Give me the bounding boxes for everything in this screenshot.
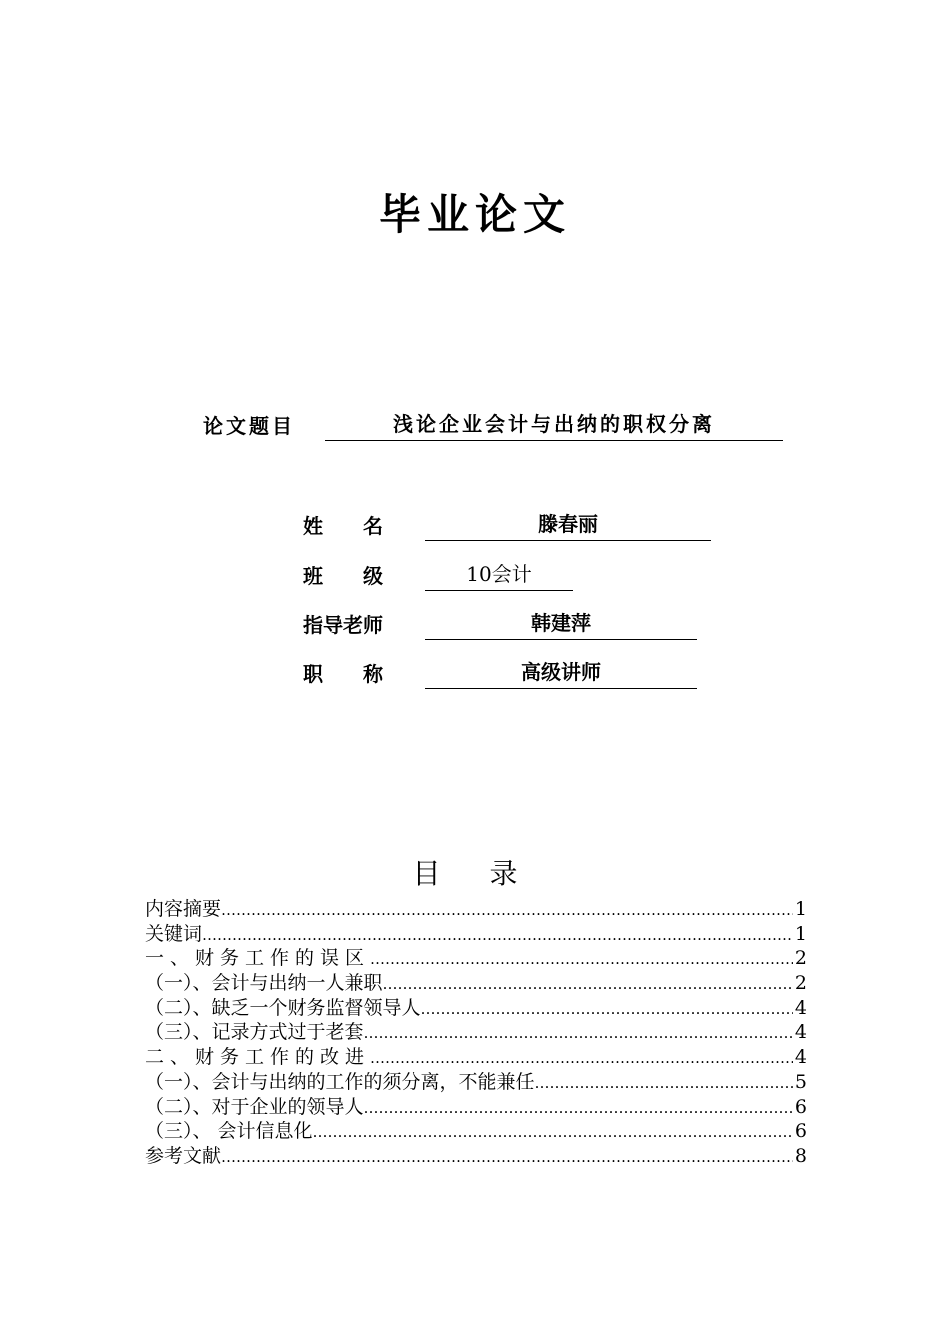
- toc-page-number: 6: [794, 1120, 807, 1143]
- advisor-title-value: 高级讲师: [425, 658, 697, 689]
- toc-leader: [535, 1071, 793, 1095]
- name-value: 滕春丽: [425, 510, 711, 541]
- toc-title: 目 录: [412, 857, 538, 890]
- name-label: 姓 名: [303, 514, 383, 538]
- toc-item-text: （二）、缺乏一个财务监督领导人: [145, 996, 421, 1019]
- toc-page-number: 8: [794, 1144, 807, 1167]
- toc-item[interactable]: [145, 971, 807, 996]
- toc-leader: [313, 1120, 793, 1144]
- toc-page-number: 4: [794, 996, 807, 1019]
- toc-leader: [364, 1021, 793, 1045]
- toc-item-text: （三）、记录方式过于老套: [145, 1021, 364, 1044]
- advisor-label: 指导老师: [303, 613, 383, 637]
- toc-item[interactable]: [145, 1070, 807, 1095]
- topic-value: 浅论企业会计与出纳的职权分离: [325, 410, 783, 441]
- toc-item[interactable]: [145, 946, 807, 971]
- toc-leader: [370, 1046, 793, 1070]
- toc-leader: [421, 997, 793, 1021]
- toc-item-text: 一、财务工作的误区: [145, 947, 371, 970]
- toc-page-number: 4: [794, 1021, 807, 1044]
- toc-item[interactable]: [145, 1119, 807, 1144]
- toc-item-text: （二）、对于企业的领导人: [145, 1095, 364, 1118]
- table-of-contents: [145, 897, 807, 1169]
- toc-page-number: 4: [794, 1046, 807, 1069]
- toc-item[interactable]: [145, 996, 807, 1021]
- toc-item-text: （三）、 会计信息化: [145, 1120, 313, 1143]
- class-label: 班 级: [303, 564, 383, 588]
- toc-item[interactable]: [145, 897, 807, 922]
- toc-leader: [364, 1096, 793, 1120]
- toc-page-number: 1: [794, 922, 807, 945]
- toc-page-number: 2: [794, 947, 807, 970]
- toc-item-text: 二、财务工作的改进: [145, 1046, 371, 1069]
- document-title: 毕业论文: [378, 190, 571, 239]
- toc-item[interactable]: [145, 1144, 807, 1169]
- toc-page-number: 5: [794, 1070, 807, 1093]
- advisor-value: 韩建萍: [425, 609, 697, 640]
- toc-item-text: 内容摘要: [145, 898, 222, 920]
- toc-item[interactable]: [145, 1095, 807, 1120]
- toc-leader: [202, 923, 793, 947]
- toc-leader: [370, 947, 793, 971]
- toc-item-text: 参考文献: [145, 1144, 222, 1167]
- toc-item[interactable]: [145, 1045, 807, 1070]
- class-value: 10会计: [425, 560, 573, 591]
- toc-item[interactable]: [145, 922, 807, 947]
- toc-item-text: （一）、会计与出纳一人兼职: [145, 972, 383, 995]
- toc-page-number: 1: [794, 898, 807, 920]
- toc-item[interactable]: [145, 1020, 807, 1045]
- topic-label: 论文题目: [203, 414, 295, 438]
- toc-item-text: （一）、会计与出纳的工作的须分离，不能兼任: [145, 1070, 535, 1093]
- toc-leader: [383, 972, 793, 996]
- toc-page-number: 2: [794, 972, 807, 995]
- toc-leader: [221, 898, 793, 922]
- toc-leader: [221, 1145, 793, 1169]
- advisor-title-label: 职 称: [303, 662, 383, 686]
- toc-page-number: 6: [794, 1095, 807, 1118]
- toc-item-text: 关键词: [145, 922, 203, 945]
